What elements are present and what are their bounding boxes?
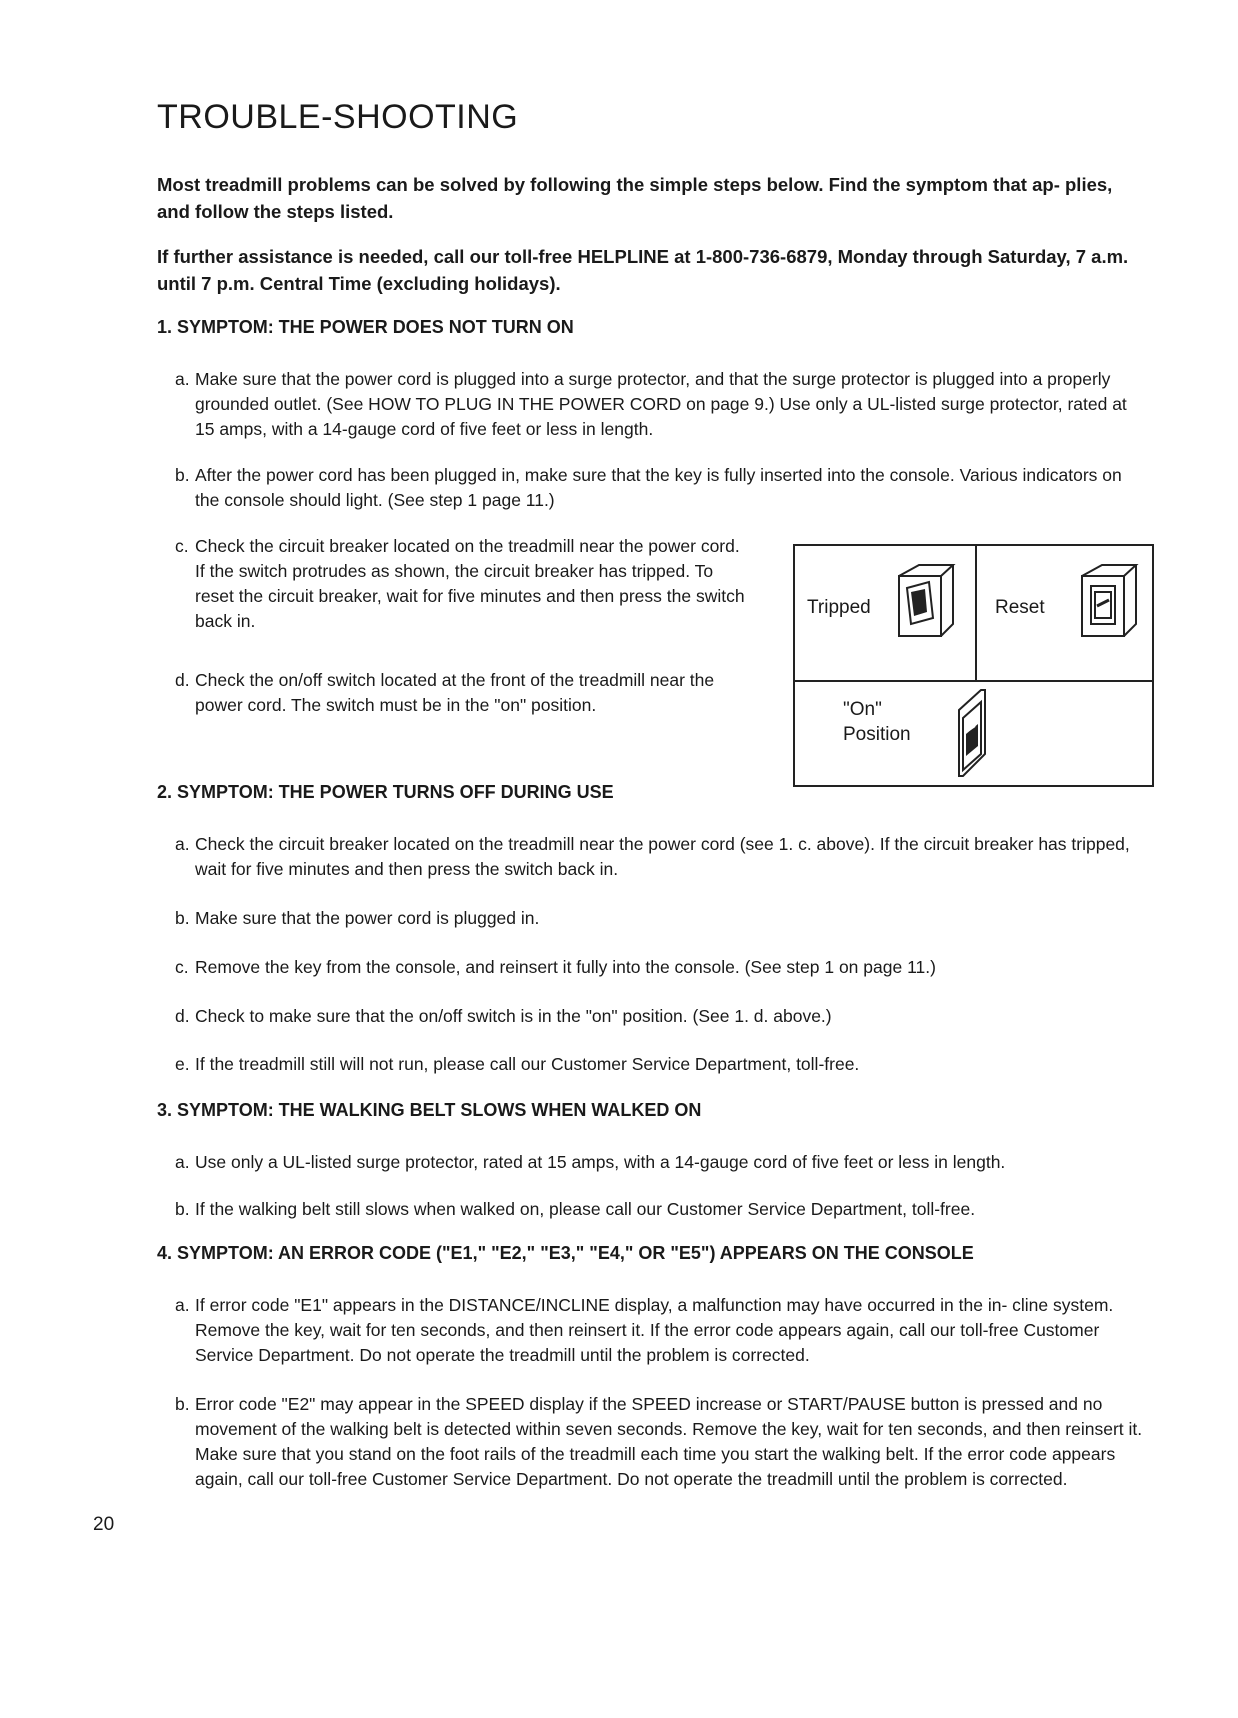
item-label: a. bbox=[175, 834, 190, 854]
item-label: d. bbox=[175, 1006, 190, 1026]
symptom-2-heading: 2. SYMPTOM: THE POWER TURNS OFF DURING USE bbox=[157, 782, 614, 802]
list-item bbox=[175, 668, 745, 718]
item-label: d. bbox=[175, 670, 190, 690]
page-number: 20 bbox=[93, 1514, 115, 1535]
breaker-tripped-icon bbox=[895, 562, 957, 642]
reset-label: Reset bbox=[995, 597, 1045, 618]
list-item bbox=[175, 1150, 1150, 1175]
list-item bbox=[175, 906, 1150, 931]
figure-divider bbox=[795, 680, 1152, 682]
on-label: "On" bbox=[843, 699, 882, 720]
figure-divider bbox=[975, 546, 977, 680]
item-text: Check the circuit breaker located on the treadmill near the power cord (see 1. c. above). If the circuit breaker has tripped, wait for five minutes and then press the switch back in. bbox=[195, 834, 1130, 879]
item-label: e. bbox=[175, 1054, 190, 1074]
item-text: Error code "E2" may appear in the SPEED display if the SPEED increase or START/PAUSE button is pressed and no movement of the walking belt is detected within seven seconds. Remove the key, wait for ten seconds, and then reinsert it. Make sure that you stand on the foot rails of the treadmill each time you start the walking belt. If the error code appears again, call our toll-free Customer Service Department. Do not operate the treadmill until the problem is corrected. bbox=[195, 1394, 1143, 1489]
circuit-breaker-figure bbox=[793, 544, 1154, 787]
item-text: Remove the key from the console, and reinsert it fully into the console. (See step 1 on page 11.) bbox=[195, 957, 936, 977]
item-label: a. bbox=[175, 1295, 190, 1315]
item-text: Make sure that the power cord is plugged into a surge protector, and that the surge protector is plugged into a properly grounded outlet. (See HOW TO PLUG IN THE POWER CORD on page 9.) Use only a UL-listed surge protector, rated at 15 amps, with a 14-gauge cord of five feet or less in length. bbox=[195, 369, 1127, 439]
list-item bbox=[175, 367, 1140, 442]
item-label: b. bbox=[175, 465, 190, 485]
symptom-3-heading: 3. SYMPTOM: THE WALKING BELT SLOWS WHEN WALKED ON bbox=[157, 1100, 702, 1120]
item-text: Check to make sure that the on/off switch is in the "on" position. (See 1. d. above.) bbox=[195, 1006, 832, 1026]
item-label: c. bbox=[175, 957, 189, 977]
item-label: a. bbox=[175, 1152, 190, 1172]
list-item bbox=[175, 1004, 1150, 1029]
list-item bbox=[175, 534, 745, 634]
list-item bbox=[175, 1293, 1135, 1368]
list-item bbox=[175, 832, 1150, 882]
item-label: b. bbox=[175, 1394, 190, 1414]
symptom-4-heading: 4. SYMPTOM: AN ERROR CODE ("E1," "E2," "E3," "E4," OR "E5") APPEARS ON THE CONSOLE bbox=[157, 1243, 974, 1263]
item-text: Use only a UL-listed surge protector, rated at 15 amps, with a 14-gauge cord of five feet or less in length. bbox=[195, 1152, 1006, 1172]
on-off-switch-icon bbox=[955, 684, 1001, 784]
page-title: TROUBLE-SHOOTING bbox=[157, 98, 519, 136]
item-text: Make sure that the power cord is plugged in. bbox=[195, 908, 540, 928]
item-label: c. bbox=[175, 536, 189, 556]
list-item bbox=[175, 1197, 1150, 1222]
item-text: Check the circuit breaker located on the treadmill near the power cord. If the switch protrudes as shown, the circuit breaker has tripped. To reset the circuit breaker, wait for five minutes and then press the switch back in. bbox=[195, 536, 745, 631]
list-item bbox=[175, 463, 1140, 513]
intro-paragraph-2: If further assistance is needed, call our toll-free HELPLINE at 1-800-736-6879, Monday through Saturday, 7 a.m. until 7 p.m. Central Time (excluding holidays). bbox=[157, 246, 1129, 294]
position-label: Position bbox=[843, 724, 911, 745]
list-item bbox=[175, 1392, 1150, 1492]
tripped-label: Tripped bbox=[807, 597, 871, 618]
intro-paragraph-1: Most treadmill problems can be solved by following the simple steps below. Find the symptom that ap- plies, and follow the steps listed. bbox=[157, 174, 1113, 222]
list-item bbox=[175, 955, 1150, 980]
item-text: If the treadmill still will not run, please call our Customer Service Department, toll-free. bbox=[195, 1054, 860, 1074]
item-label: b. bbox=[175, 1199, 190, 1219]
item-label: a. bbox=[175, 369, 190, 389]
item-text: After the power cord has been plugged in, make sure that the key is fully inserted into the console. Various indicators on the console should light. (See step 1 page 11.) bbox=[195, 465, 1122, 510]
item-label: b. bbox=[175, 908, 190, 928]
item-text: Check the on/off switch located at the front of the treadmill near the power cord. The switch must be in the "on" position. bbox=[195, 670, 715, 715]
item-text: If error code "E1" appears in the DISTANCE/INCLINE display, a malfunction may have occurred in the in- cline system. Remove the key, wait for ten seconds, and then reinsert it. If the error code appears again, call our toll-free Customer Service Department. Do not operate the treadmill until the problem is corrected. bbox=[195, 1295, 1114, 1365]
list-item bbox=[175, 1052, 1150, 1077]
breaker-reset-icon bbox=[1078, 562, 1140, 642]
symptom-1-heading: 1. SYMPTOM: THE POWER DOES NOT TURN ON bbox=[157, 317, 574, 337]
item-text: If the walking belt still slows when walked on, please call our Customer Service Department, toll-free. bbox=[195, 1199, 976, 1219]
